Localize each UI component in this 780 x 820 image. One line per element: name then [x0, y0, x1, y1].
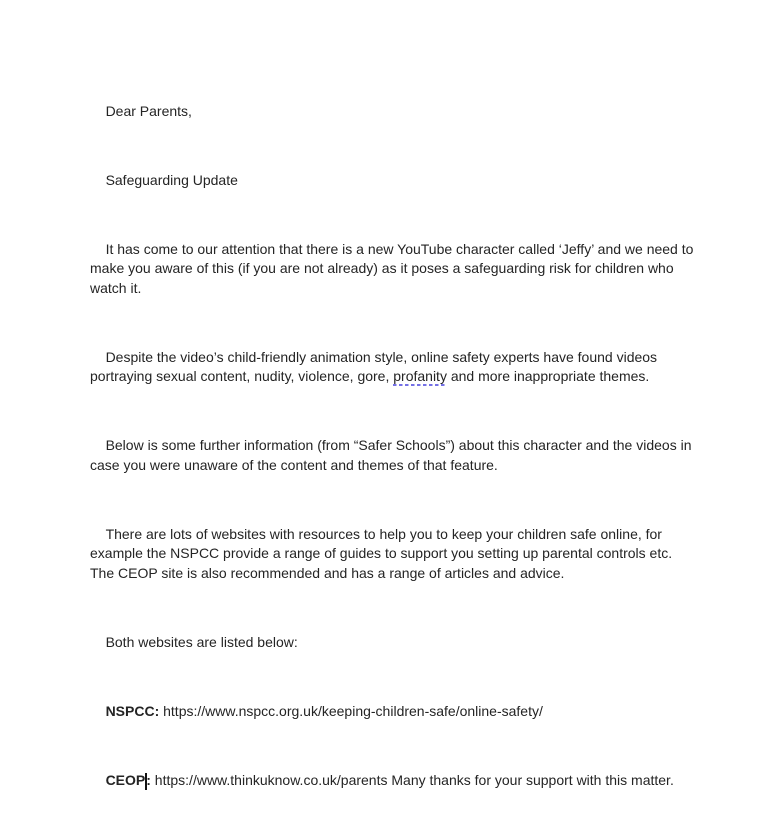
letter-document[interactable]	[90, 82, 698, 820]
ceop-label: CEOP	[105, 771, 146, 788]
nspcc-url: https://www.nspcc.org.uk/keeping-children-safe/online-safety/	[159, 702, 543, 719]
nspcc-line	[90, 682, 694, 741]
paragraph-content-warning	[90, 328, 694, 406]
paragraph-content-warning-before: Despite the video’s child-friendly animation style, online safety experts have found videos portraying sexual content, nudity, violence, gore,	[90, 348, 661, 384]
heading-text: Safeguarding Update	[105, 171, 238, 188]
paragraph-safer-schools	[90, 417, 694, 495]
salutation-text: Dear Parents,	[105, 102, 192, 119]
ceop-colon: :	[146, 771, 151, 788]
paragraph-resources-text: There are lots of websites with resources to help you to keep your children safe online, for example the NSPCC provide a range of guides to support you setting up parental controls etc. The CEOP site is also recommended and has a range of articles and advice.	[90, 525, 676, 581]
ceop-url-and-closing: https://www.thinkuknow.co.uk/parents Many thanks for your support with this matter.	[150, 771, 674, 788]
salutation	[90, 82, 694, 141]
nspcc-label: NSPCC:	[105, 702, 160, 719]
paragraph-intro-text: It has come to our attention that there is a new YouTube character called ‘Jeffy’ and we need to make you aware of this (if you are not already) as it poses a safeguarding risk for children who watch it.	[90, 240, 698, 296]
letter-heading	[90, 151, 694, 210]
paragraph-resources	[90, 505, 694, 603]
ceop-line	[90, 751, 694, 810]
paragraph-content-warning-after: and more inappropriate themes.	[446, 368, 650, 384]
spellcheck-flagged-word[interactable]: profanity	[393, 368, 447, 384]
paragraph-websites-listed	[90, 613, 694, 672]
paragraph-websites-listed-text: Both websites are listed below:	[105, 633, 298, 650]
paragraph-safer-schools-text: Below is some further information (from “Safer Schools”) about this character and the videos in case you were unaware of the content and themes of that feature.	[90, 437, 696, 473]
paragraph-intro	[90, 220, 698, 318]
